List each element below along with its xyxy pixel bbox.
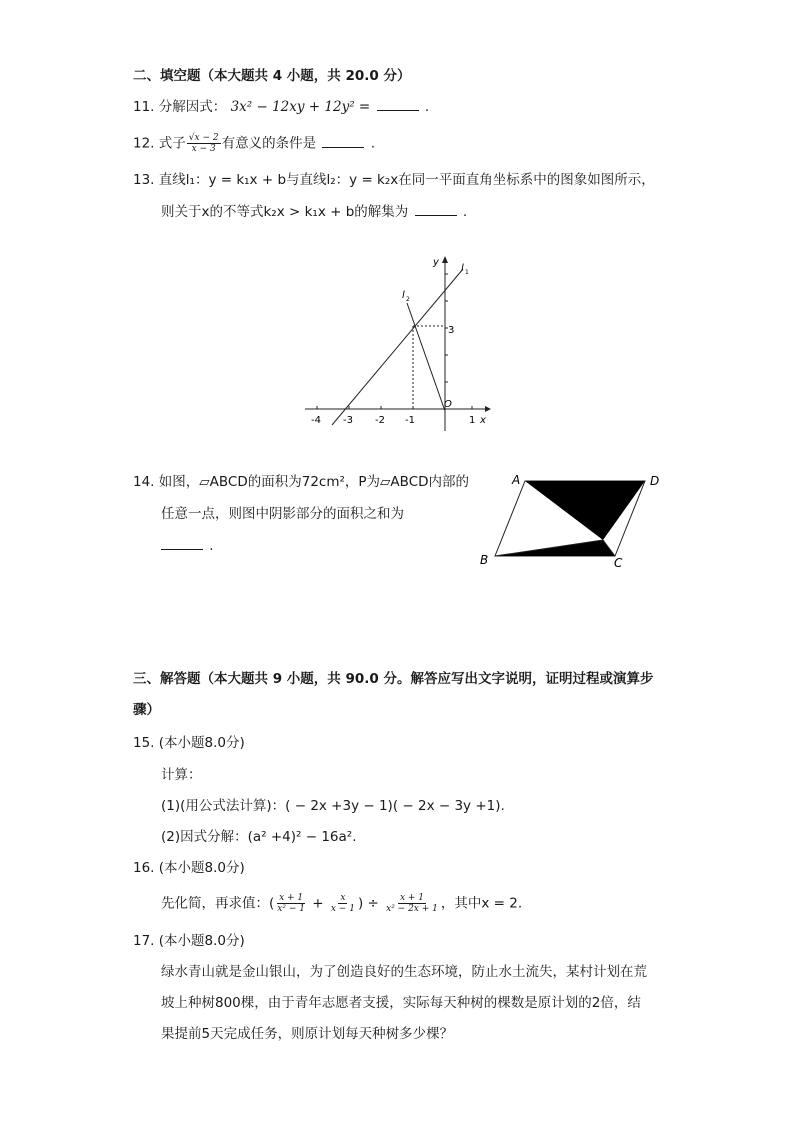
vertex-label-a: A	[512, 473, 521, 487]
fraction-denominator: x − 3	[191, 144, 216, 154]
vertex-label-b: B	[480, 553, 489, 567]
question-14-line-3	[161, 536, 214, 556]
fraction-numerator: √x − 2	[188, 133, 219, 143]
question-15-header	[133, 733, 245, 753]
fraction-numerator: x	[340, 893, 346, 903]
x-axis-label: x	[480, 415, 486, 426]
section-2-heading: 二、填空题（本大题共 4 小题，共 20.0 分）	[133, 68, 411, 84]
section-3-heading-line-1: 三、解答题（本大题共 9 小题，共 90.0 分。解答应写出文字说明，证明过程或演算步	[133, 671, 654, 687]
y-axis-label: y	[433, 257, 439, 268]
question-text: 式子	[158, 135, 186, 152]
y-tick-label: 3	[448, 325, 455, 336]
radical-fraction	[187, 133, 221, 154]
question-number: 17.	[133, 933, 155, 949]
l2-label: l	[402, 290, 405, 301]
question-15-intro: 计算：	[161, 767, 202, 783]
question-text: 直线l₁：y = k₁x + b与直线l₂：y = k₂x在同一平面直角坐标系中的图象如图所示，	[158, 172, 655, 188]
l1-subscript: 1	[465, 269, 469, 276]
question-number: 13.	[133, 172, 155, 188]
period: .	[462, 204, 468, 220]
score-note: (本小题8.0分)	[158, 933, 245, 949]
divide-sign: ) ÷	[357, 895, 379, 912]
question-15-part-2: (2)因式分解：(a² +4)² − 16a².	[161, 829, 357, 845]
question-16-header	[133, 858, 245, 878]
parallelogram-figure	[475, 470, 675, 570]
answer-blank[interactable]	[322, 134, 364, 148]
vertex-label-c: C	[614, 556, 623, 570]
period: .	[424, 99, 430, 115]
question-text: 有意义的条件是	[221, 135, 317, 152]
question-13-line-2	[161, 202, 467, 222]
question-number: 14.	[133, 474, 155, 490]
x-axis-arrow	[485, 406, 491, 412]
x-tick-label: -1	[405, 415, 415, 426]
y-axis-arrow	[442, 256, 448, 263]
question-text: 任意一点，则图中阴影部分的面积之和为	[161, 506, 404, 522]
fraction-denominator: x² − 1	[277, 904, 305, 914]
question-text: 则关于x的不等式k₂x > k₁x + b的解集为	[161, 204, 409, 220]
shaded-triangle-apd	[525, 481, 645, 540]
question-11	[133, 97, 429, 117]
x-tick-label: 1	[469, 415, 476, 426]
question-17-line-3: 果提前5天完成任务，则原计划每天种树多少棵？	[161, 1026, 454, 1042]
plus-sign: +	[312, 895, 324, 912]
l1-label: l	[461, 263, 464, 274]
period: .	[209, 538, 214, 554]
answer-blank[interactable]	[415, 202, 457, 216]
question-text: 先化简，再求值：(	[161, 895, 275, 912]
math-expression: 3x² − 12xy + 12y² =	[230, 99, 371, 115]
question-text: ，其中x = 2.	[440, 895, 523, 912]
question-number: 15.	[133, 735, 155, 751]
question-number: 16.	[133, 860, 155, 876]
fraction-denominator: x² − 2x + 1	[386, 904, 438, 914]
question-17-line-1: 绿水青山就是金山银山，为了创造良好的生态环境，防止水土流失，某村计划在荒	[161, 964, 647, 980]
x-tick-label: -4	[311, 415, 321, 426]
question-12	[133, 133, 375, 154]
fraction-denominator: x − 1	[330, 904, 355, 914]
vertex-label-d: D	[650, 474, 660, 488]
question-17-line-2: 坡上种树800棵，由于青年志愿者支援，实际每天种树的棵数是原计划的2倍，结	[161, 995, 641, 1011]
x-tick-label: -2	[375, 415, 385, 426]
coordinate-graph	[300, 253, 500, 433]
question-13-line-1	[133, 170, 655, 190]
question-text: 如图，▱ABCD的面积为72cm²，P为▱ABCD内部的	[158, 474, 470, 490]
question-17-header	[133, 931, 245, 951]
section-3-heading-line-2: 骤）	[133, 702, 160, 718]
answer-blank[interactable]	[161, 536, 203, 550]
fraction-3	[384, 893, 440, 914]
l2-subscript: 2	[406, 296, 410, 303]
fraction-numerator: x + 1	[399, 893, 425, 903]
question-text: 分解因式：	[158, 99, 227, 115]
question-number: 12.	[133, 135, 155, 152]
question-16-body	[161, 893, 522, 914]
question-14-line-1	[133, 472, 469, 492]
question-14-line-2	[161, 504, 404, 524]
score-note: (本小题8.0分)	[158, 735, 245, 751]
question-number: 11.	[133, 99, 155, 115]
fraction-1	[275, 893, 307, 914]
fraction-numerator: x + 1	[279, 893, 304, 903]
score-note: (本小题8.0分)	[158, 860, 245, 876]
question-15-part-1: (1)(用公式法计算)：( − 2x +3y − 1)( − 2x − 3y +1).	[161, 798, 505, 814]
answer-blank[interactable]	[377, 97, 419, 111]
period: .	[370, 135, 375, 152]
x-tick-label: -3	[343, 415, 353, 426]
fraction-2	[329, 893, 357, 914]
origin-label: O	[444, 399, 452, 410]
